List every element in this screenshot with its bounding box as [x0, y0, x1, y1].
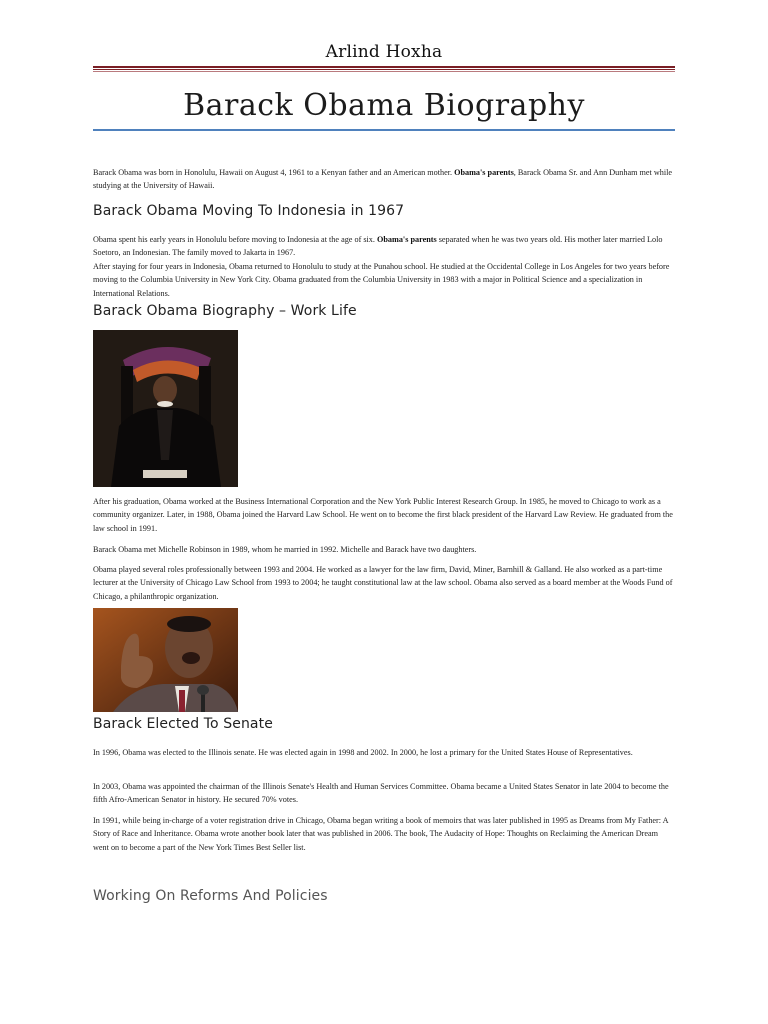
indonesia-paragraph-2: After staying for four years in Indonesia, Obama returned to Honolulu to study at the Punahou school. He studied at the Occidental College in Los Angeles for two years before moving to the Columbia University in New York City. Obama graduated from the Columbia University in 1983 with a major in Political Science and a specialization in International Relations.	[93, 262, 670, 298]
intro-paragraph: Barack Obama was born in Honolulu, Hawaii on August 4, 1961 to a Kenyan father and an American mother. Obama's parents, Barack Obama Sr. and Ann Dunham met while studying at the University of Hawaii.	[93, 168, 673, 191]
heading-work-life: Barack Obama Biography – Work Life	[93, 303, 357, 319]
heading-senate: Barack Elected To Senate	[93, 716, 273, 732]
title-underline	[93, 129, 675, 131]
senate-paragraph-2: In 2003, Obama was appointed the chairman of the Illinois Senate's Health and Human Services Committee. Obama became a United States Senator in late 2004 to become the fifth Afro-American Senator in history. He secured 70% votes.	[93, 782, 669, 805]
author-header: Arlind Hoxha	[325, 42, 443, 62]
speech-photo	[93, 608, 238, 712]
heading-indonesia: Barack Obama Moving To Indonesia in 1967	[93, 203, 405, 219]
header-rule	[93, 66, 675, 72]
graduation-photo-image	[93, 330, 238, 487]
page-title: Barack Obama Biography	[183, 88, 585, 123]
senate-paragraph-3: In 1991, while being in-charge of a voter registration drive in Chicago, Obama began writing a book of memoirs that was later published in 1995 as Dreams from My Father: A Story of Race and Inheritance. Obama wrote another book later that was published in 2006. The book, The Audacity of Hope: Thoughts on Reclaiming the American Dream went on to become a part of the New York Times Best Seller list.	[93, 816, 669, 852]
speech-photo-image	[93, 608, 238, 712]
work-life-paragraph-3: Obama played several roles professionally between 1993 and 2004. He worked as a lawyer for the law firm, David, Miner, Barnhill & Galland. He also worked as a part-time lecturer at the University of Chicago Law School from 1993 to 2004; he taught constitutional law at the law school. Obama also served as a board member at the Woods Fund of Chicago, a philanthropic organization.	[93, 565, 673, 601]
graduation-photo	[93, 330, 238, 487]
heading-reforms: Working On Reforms And Policies	[93, 888, 328, 904]
senate-paragraph-1: In 1996, Obama was elected to the Illinois senate. He was elected again in 1998 and 2002. In 2000, he lost a primary for the United States House of Representatives.	[93, 748, 633, 757]
work-life-paragraph-2: Barack Obama met Michelle Robinson in 1989, whom he married in 1992. Michelle and Barack have two daughters.	[93, 545, 477, 554]
indonesia-paragraph-1: Obama spent his early years in Honolulu before moving to Indonesia at the age of six. Obama's parents separated when he was two years old. His mother later married Lolo Soetoro, an Indonesian. The family moved to Jakarta in 1967.	[93, 235, 663, 258]
work-life-paragraph-1: After his graduation, Obama worked at the Business International Corporation and the New York Public Interest Research Group. In 1985, he moved to Chicago to work as a community organizer. Later, in 1988, Obama joined the Harvard Law School. He went on to become the first black president of the Harvard Law Review. He graduated from the law school in 1991.	[93, 497, 673, 533]
